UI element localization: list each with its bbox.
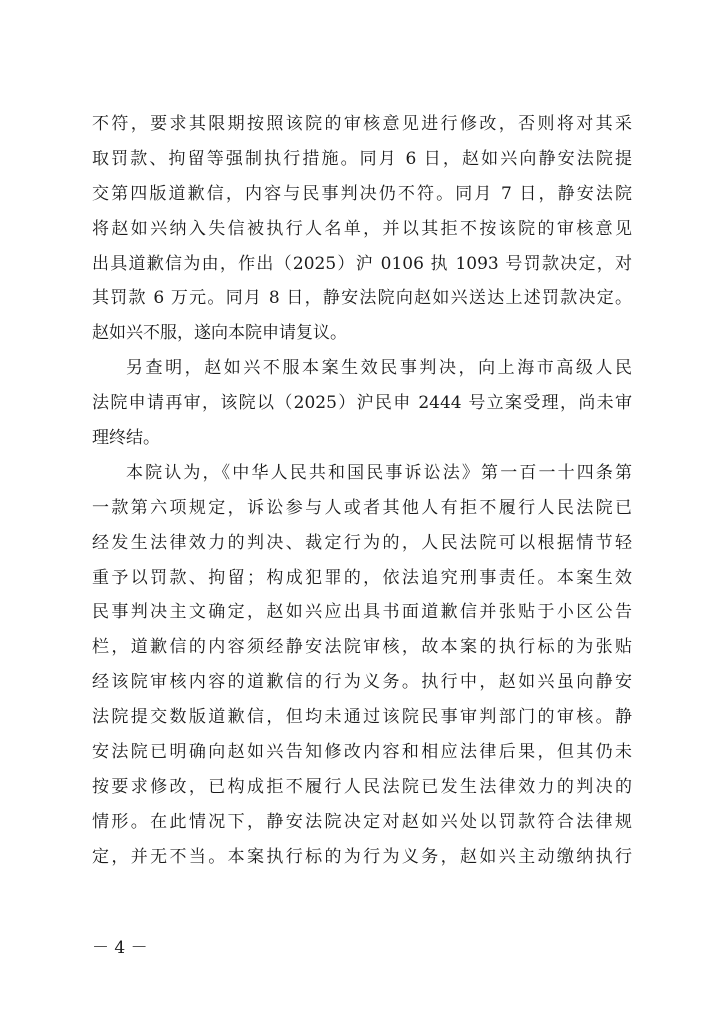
text-line: 按要求修改，已构成拒不履行人民法院已发生法律效力的判决的 — [92, 776, 632, 797]
body-text — [92, 107, 632, 875]
text-line: 不符，要求其限期按照该院的审核意见进行修改，否则将对其采 — [92, 114, 632, 134]
text-line: 安法院已明确向赵如兴告知修改内容和相应法律后果，但其仍未 — [92, 742, 632, 763]
text-line: 定，并无不当。本案执行标的为行为义务，赵如兴主动缴纳执行 — [92, 846, 632, 867]
text-line: 法院提交数版道歉信，但均未通过该院民事审判部门的审核。静 — [92, 707, 632, 728]
text-line: 赵如兴不服，遂向本院申请复议。 — [92, 323, 347, 344]
text-line: 其罚款 6 万元。同月 8 日，静安法院向赵如兴送达上述罚款决定。 — [92, 288, 632, 309]
text-line: 出具道歉信为由，作出（2025）沪 0106 执 1093 号罚款决定，对 — [92, 253, 632, 274]
text-line: 民事判决主文确定，赵如兴应出具书面道歉信并张贴于小区公告 — [92, 602, 632, 623]
text-line: 法院申请再审，该院以（2025）沪民申 2444 号立案受理，尚未审 — [92, 393, 632, 414]
text-line: 经该院审核内容的道歉信的行为义务。执行中，赵如兴虽向静安 — [92, 672, 632, 693]
page-number: － 4 － — [92, 938, 148, 958]
text-line: 交第四版道歉信，内容与民事判决仍不符。同月 7 日，静安法院 — [92, 183, 632, 204]
text-line: 另查明，赵如兴不服本案生效民事判决，向上海市高级人民 — [126, 358, 632, 379]
text-line: 本院认为，《中华人民共和国民事诉讼法》第一百一十四条第 — [126, 462, 632, 483]
text-line: 理终结。 — [92, 428, 160, 449]
text-line: 将赵如兴纳入失信被执行人名单，并以其拒不按该院的审核意见 — [92, 218, 632, 239]
text-line: 栏，道歉信的内容须经静安法院审核，故本案的执行标的为张贴 — [92, 637, 632, 658]
text-line: 重予以罚款、拘留；构成犯罪的，依法追究刑事责任。本案生效 — [92, 567, 632, 588]
text-line: 经发生法律效力的判决、裁定行为的，人民法院可以根据情节轻 — [92, 532, 632, 553]
text-line: 一款第六项规定，诉讼参与人或者其他人有拒不履行人民法院已 — [92, 497, 632, 518]
text-line: 情形。在此情况下，静安法院决定对赵如兴处以罚款符合法律规 — [92, 811, 632, 832]
text-line: 取罚款、拘留等强制执行措施。同月 6 日，赵如兴向静安法院提 — [92, 148, 632, 169]
